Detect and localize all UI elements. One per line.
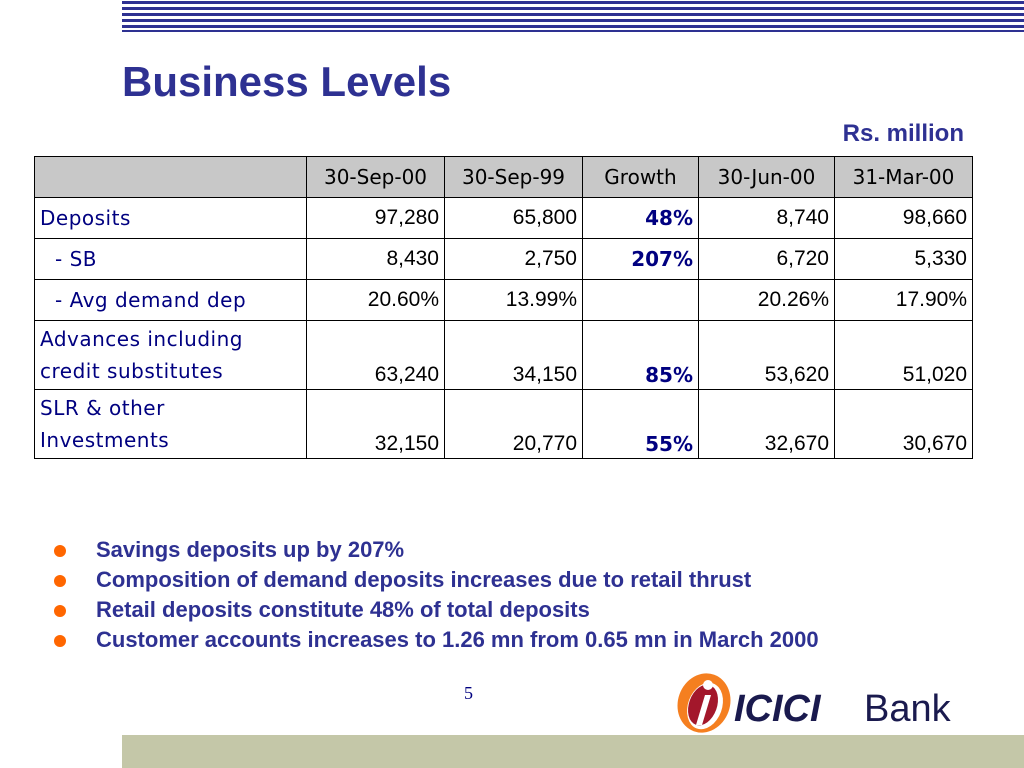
table-cell: 65,800 bbox=[445, 198, 583, 239]
table-cell: 98,660 bbox=[835, 198, 973, 239]
table-cell: 34,150 bbox=[445, 321, 583, 390]
row-label-line: credit substitutes bbox=[40, 359, 224, 383]
table-cell: 30,670 bbox=[835, 390, 973, 459]
business-levels-table bbox=[34, 156, 973, 459]
header-stripes bbox=[122, 0, 1024, 33]
table-cell: 51,020 bbox=[835, 321, 973, 390]
table-cell: 20.26% bbox=[699, 280, 835, 321]
bullet-text: Customer accounts increases to 1.26 mn from 0.65 mn in March 2000 bbox=[96, 627, 819, 652]
growth-cell bbox=[583, 280, 699, 321]
growth-cell: 85% bbox=[583, 321, 699, 390]
page-number: 5 bbox=[464, 683, 473, 703]
table-row bbox=[35, 280, 973, 321]
row-label: Deposits bbox=[35, 198, 307, 239]
bullet-item bbox=[54, 595, 819, 625]
bullet-text: Retail deposits constitute 48% of total deposits bbox=[96, 597, 590, 622]
table-cell: 53,620 bbox=[699, 321, 835, 390]
bullet-item bbox=[54, 565, 819, 595]
row-label bbox=[35, 390, 307, 459]
row-label-line: SLR & other bbox=[40, 396, 165, 420]
table-cell: 17.90% bbox=[835, 280, 973, 321]
bullet-dot-icon bbox=[54, 605, 66, 617]
table-cell: 20.60% bbox=[307, 280, 445, 321]
column-header: 30-Sep-00 bbox=[307, 157, 445, 198]
table-corner-cell bbox=[35, 157, 307, 198]
bullet-text: Savings deposits up by 207% bbox=[96, 537, 405, 562]
row-label-line: Investments bbox=[40, 428, 170, 452]
table-row bbox=[35, 321, 973, 390]
table-cell: 32,670 bbox=[699, 390, 835, 459]
table-cell: 6,720 bbox=[699, 239, 835, 280]
growth-cell: 55% bbox=[583, 390, 699, 459]
bullet-list bbox=[54, 535, 819, 655]
table-header-row bbox=[35, 157, 973, 198]
icici-bank-logo bbox=[672, 665, 984, 737]
table-row bbox=[35, 390, 973, 459]
table-cell: 8,430 bbox=[307, 239, 445, 280]
row-label: - Avg demand dep bbox=[35, 280, 307, 321]
bullet-item bbox=[54, 625, 819, 655]
table-row bbox=[35, 198, 973, 239]
table-cell: 32,150 bbox=[307, 390, 445, 459]
column-header: 30-Sep-99 bbox=[445, 157, 583, 198]
table-cell: 20,770 bbox=[445, 390, 583, 459]
column-header: Growth bbox=[583, 157, 699, 198]
slide-title: Business Levels bbox=[122, 58, 452, 105]
column-header: 31-Mar-00 bbox=[835, 157, 973, 198]
bullet-dot-icon bbox=[54, 545, 66, 557]
growth-cell: 207% bbox=[583, 239, 699, 280]
column-header: 30-Jun-00 bbox=[699, 157, 835, 198]
table-cell: 63,240 bbox=[307, 321, 445, 390]
row-label-line: Advances including bbox=[40, 327, 243, 351]
logo-suffix-text: Bank bbox=[864, 688, 951, 730]
units-label: Rs. million bbox=[842, 120, 964, 147]
bullet-item bbox=[54, 535, 819, 565]
footer-bar bbox=[122, 735, 1024, 768]
table-cell: 5,330 bbox=[835, 239, 973, 280]
bullet-dot-icon bbox=[54, 575, 66, 587]
row-label: - SB bbox=[35, 239, 307, 280]
table-cell: 13.99% bbox=[445, 280, 583, 321]
table-cell: 8,740 bbox=[699, 198, 835, 239]
growth-cell: 48% bbox=[583, 198, 699, 239]
logo-brand-text: ICICI bbox=[734, 688, 821, 730]
bullet-text: Composition of demand deposits increases due to retail thrust bbox=[96, 567, 752, 592]
table-cell: 97,280 bbox=[307, 198, 445, 239]
row-label bbox=[35, 321, 307, 390]
bullet-dot-icon bbox=[54, 635, 66, 647]
table-row bbox=[35, 239, 973, 280]
table-cell: 2,750 bbox=[445, 239, 583, 280]
